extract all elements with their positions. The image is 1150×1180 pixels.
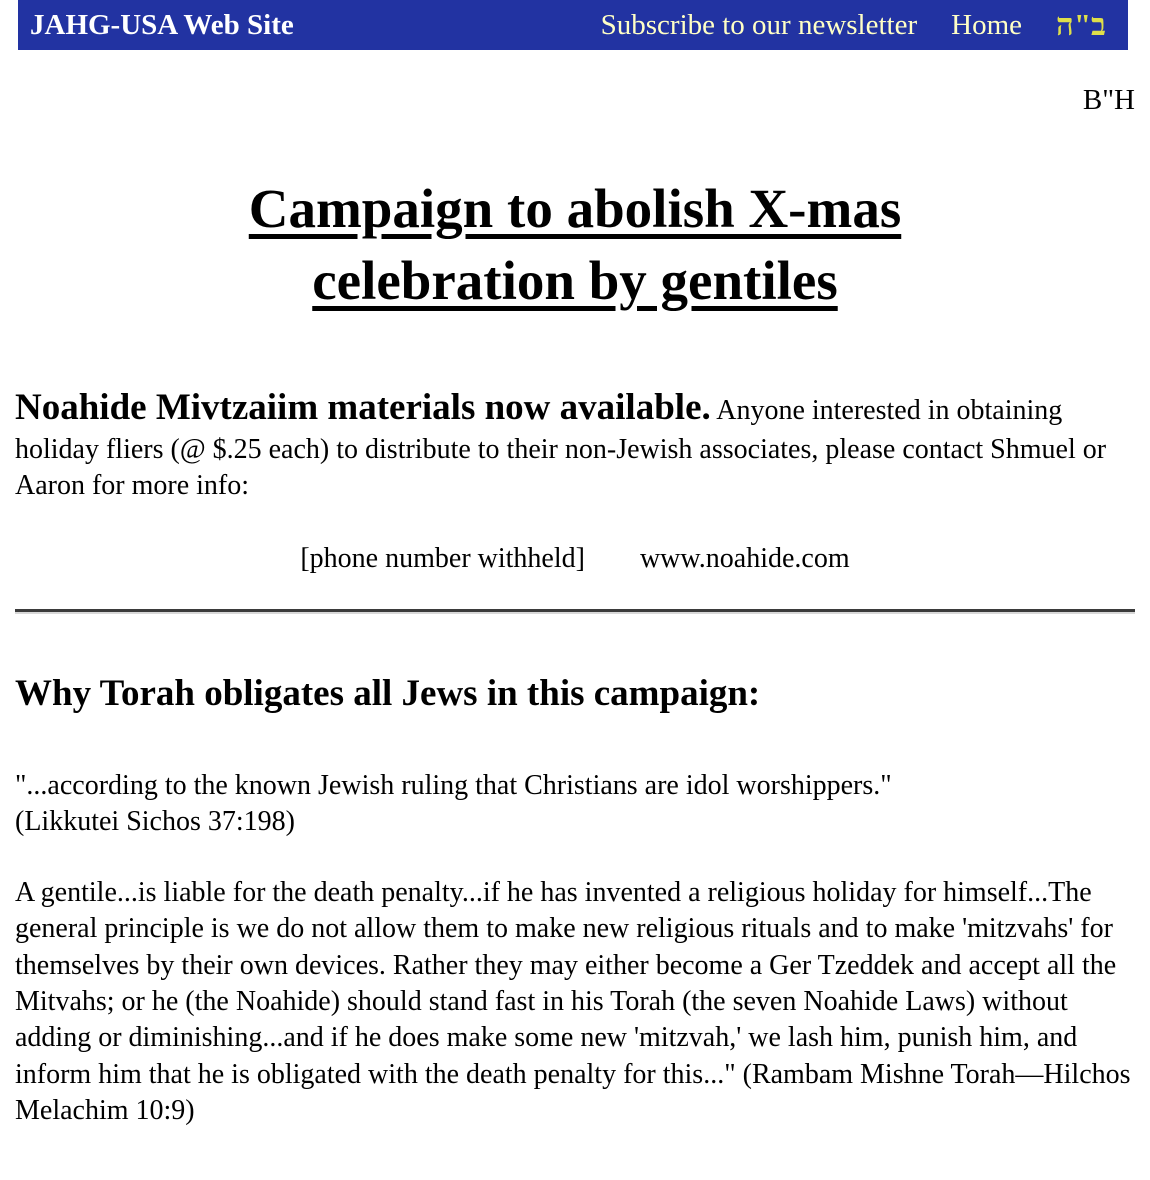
top-navigation-bar [18,0,1128,50]
announcement-lead: Noahide Mivtzaiim materials now available. [15,387,711,428]
contact-line [15,543,1135,575]
announcement-body: Anyone interested in obtaining holiday fliers (@ $.25 each) to distribute to their non-Jewish associates, please contact Shmuel or Aaron for more info: [15,395,1107,502]
announcement-paragraph [15,384,1135,505]
section-heading: Why Torah obligates all Jews in this campaign: [15,672,761,714]
site-title: JAHG-USA Web Site [30,8,294,41]
quote-rambam: A gentile...is liable for the death penalty...if he has invented a religious holiday for himself...The general principle is we do not allow them to make new religious rituals and to make 'mitzvahs' for themselves by their own devices. Rather they may either become a Ger Tzeddek and accept all the Mitvahs; or he (the Noahide) should stand fast in his Torah (the seven Noahide Laws) without adding or diminishing...and if he does make some new 'mitzvah,' we lash him, punish him, and inform him that he is obligated with the death penalty for this..." (Rambam Mishne Torah—Hilchos Melachim 10:9) [15,876,1131,1127]
subscribe-newsletter-link[interactable]: Subscribe to our newsletter [600,8,918,41]
quote-likkutei-sichos-source: (Likkutei Sichos 37:198) [15,806,295,838]
home-link[interactable]: Home [951,8,1023,41]
topbar-links [601,7,1106,43]
page-title [15,173,1135,316]
page-title-line1: Campaign to abolish X-mas [248,178,902,239]
website-url: www.noahide.com [639,542,850,574]
hebrew-bh-mark: ב"ה [1056,7,1106,42]
horizontal-rule [15,609,1135,614]
quote-likkutei-sichos [15,768,1135,841]
page-title-line2: celebration by gentiles [312,249,838,311]
bh-mark: B"H [1082,84,1135,116]
phone-withheld-text: [phone number withheld] [300,542,585,574]
quote-likkutei-sichos-text: "...according to the known Jewish ruling that Christians are idol worshippers." [15,769,892,801]
